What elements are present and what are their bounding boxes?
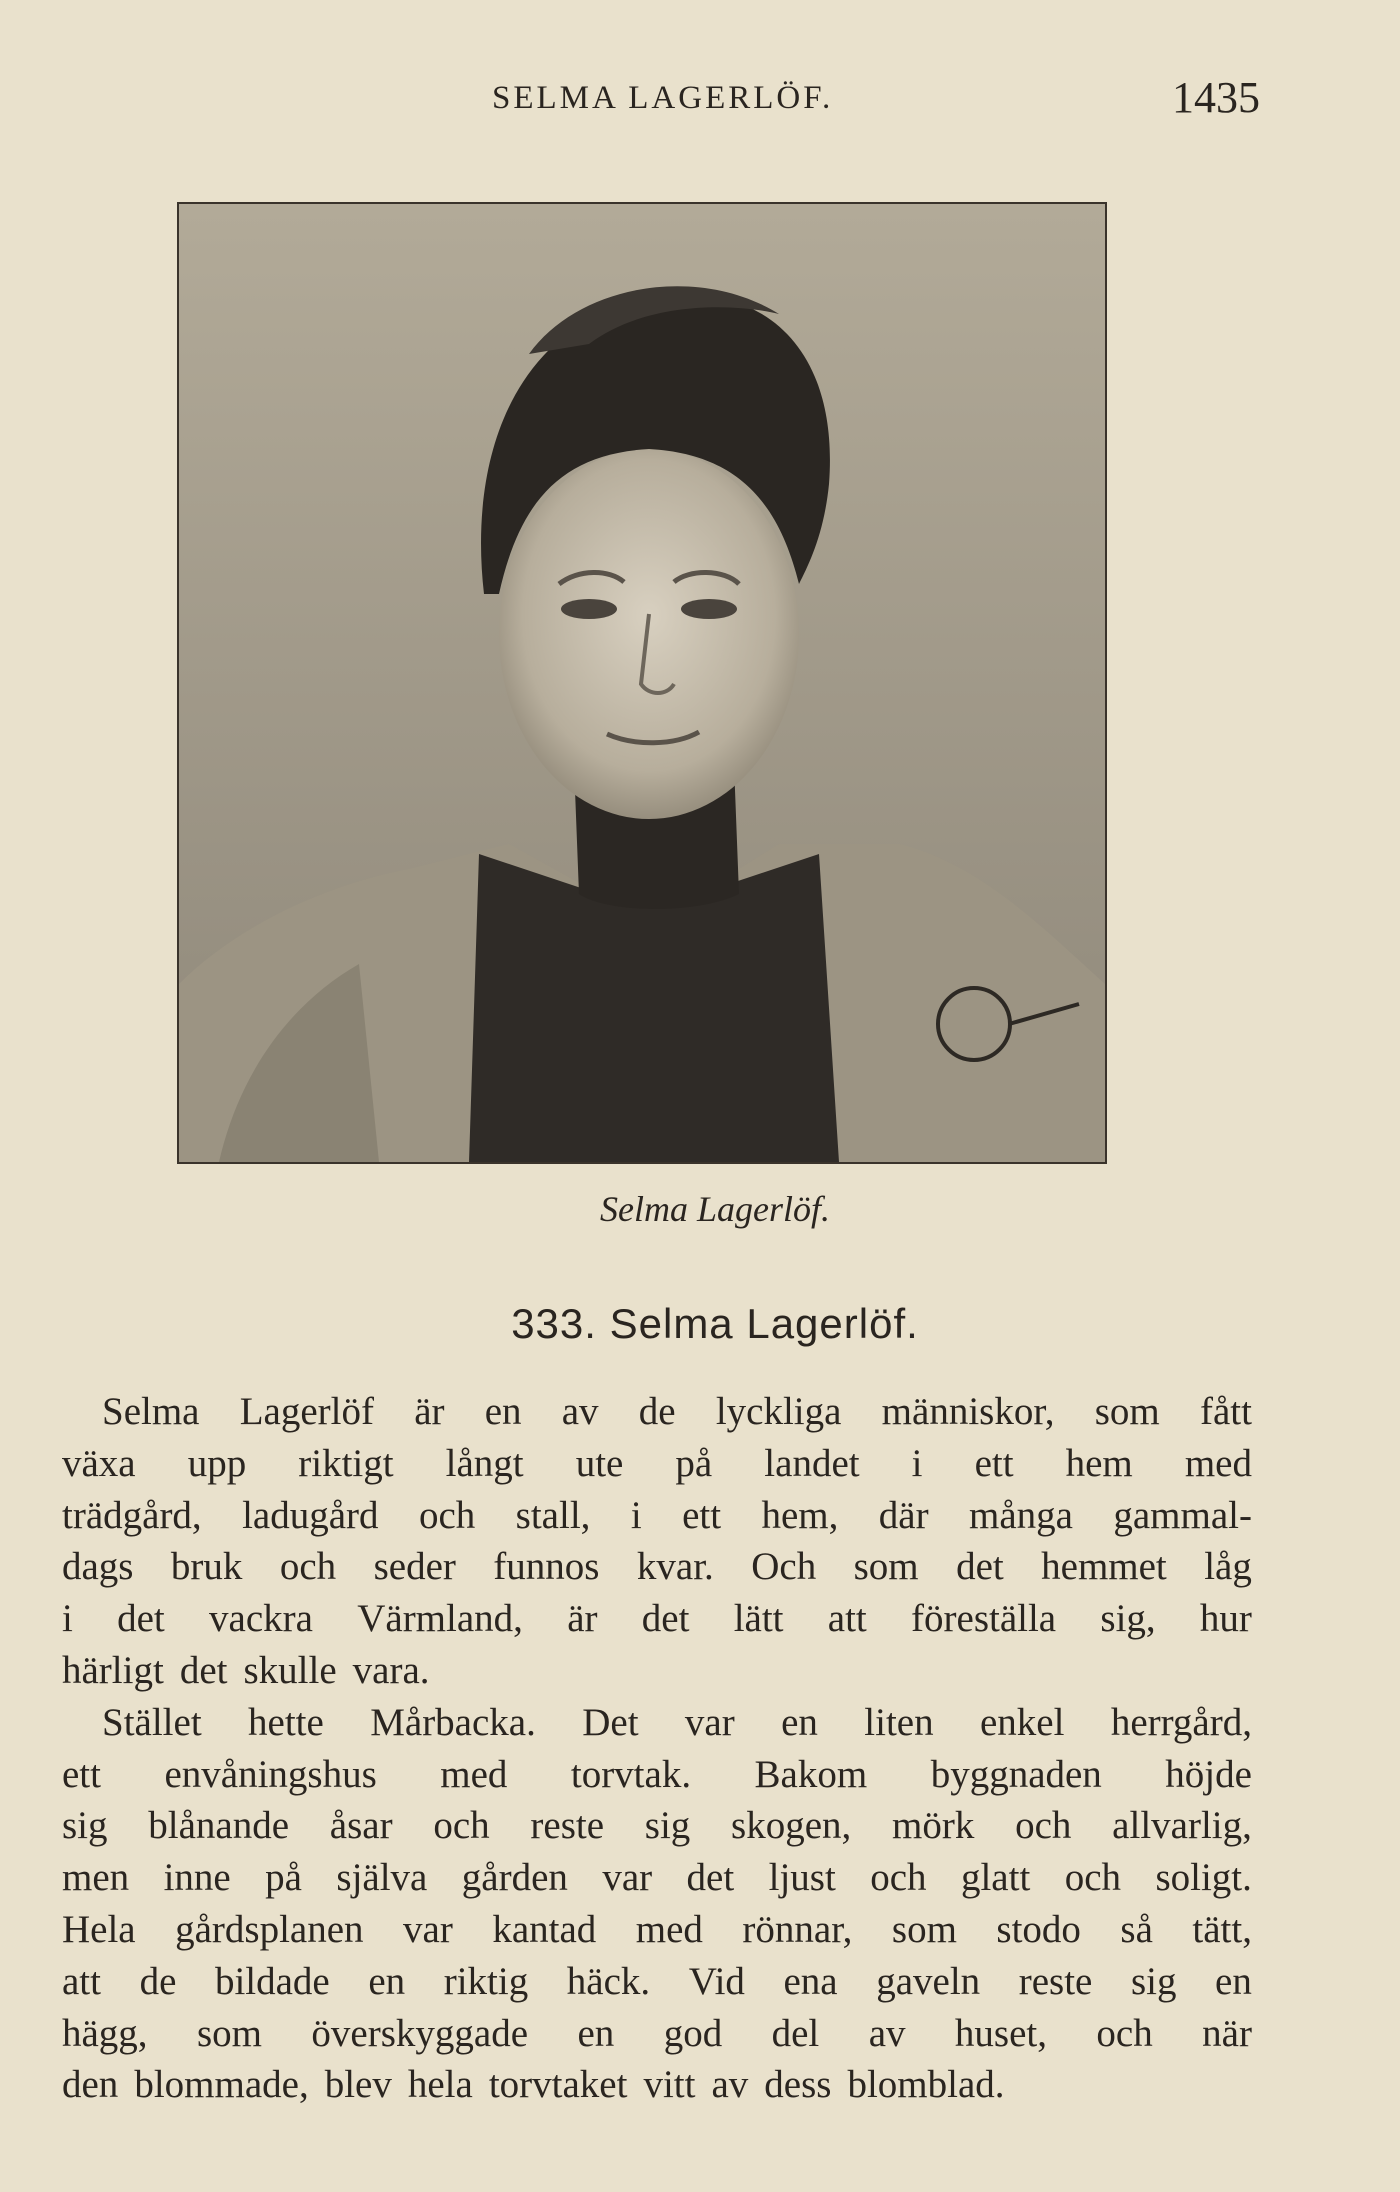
text-line: Stället hette Mårbacka. Det var en liten enkel herrgård,	[102, 1700, 1252, 1744]
text-line: dags bruk och seder funnos kvar. Och som det hemmet låg	[62, 1545, 1252, 1589]
running-head	[60, 72, 1260, 132]
text-line: trädgård, ladugård och stall, i ett hem, där många gammal-	[62, 1493, 1252, 1537]
portrait-photo	[177, 202, 1107, 1164]
text-line: härligt det skulle vara.	[62, 1648, 430, 1692]
section-heading: 333. Selma Lagerlöf.	[511, 1300, 919, 1347]
running-head-title: SELMA LAGERLÖF.	[492, 80, 834, 116]
text-line: ett envåningshus med torvtak. Bakom byggnaden höjde	[62, 1752, 1252, 1796]
paragraph	[62, 1697, 1252, 2111]
text-line: men inne på själva gården var det ljust och glatt och soligt.	[62, 1856, 1252, 1900]
paragraph	[62, 1386, 1252, 1697]
text-line: att de bildade en riktig häck. Vid ena gaveln reste sig en	[62, 1959, 1252, 2003]
body-text	[62, 1386, 1252, 2111]
figure-caption: Selma Lagerlöf.	[600, 1189, 830, 1229]
portrait-illustration	[179, 204, 1105, 1162]
text-line: Hela gårdsplanen var kantad med rönnar, som stodo så tätt,	[62, 1907, 1252, 1951]
text-line: hägg, som överskyggade en god del av huset, och när	[62, 2011, 1252, 2055]
text-line: den blommade, blev hela torvtaket vitt av dess blomblad.	[62, 2063, 1005, 2107]
text-line: Selma Lagerlöf är en av de lyckliga människor, som fått	[102, 1390, 1252, 1433]
text-line: växa upp riktigt långt ute på landet i ett hem med	[62, 1441, 1252, 1485]
text-line: sig blånande åsar och reste sig skogen, mörk och allvarlig,	[62, 1804, 1252, 1848]
page-number: 1435	[1172, 73, 1260, 122]
text-line: i det vackra Värmland, är det lätt att föreställa sig, hur	[62, 1597, 1252, 1641]
